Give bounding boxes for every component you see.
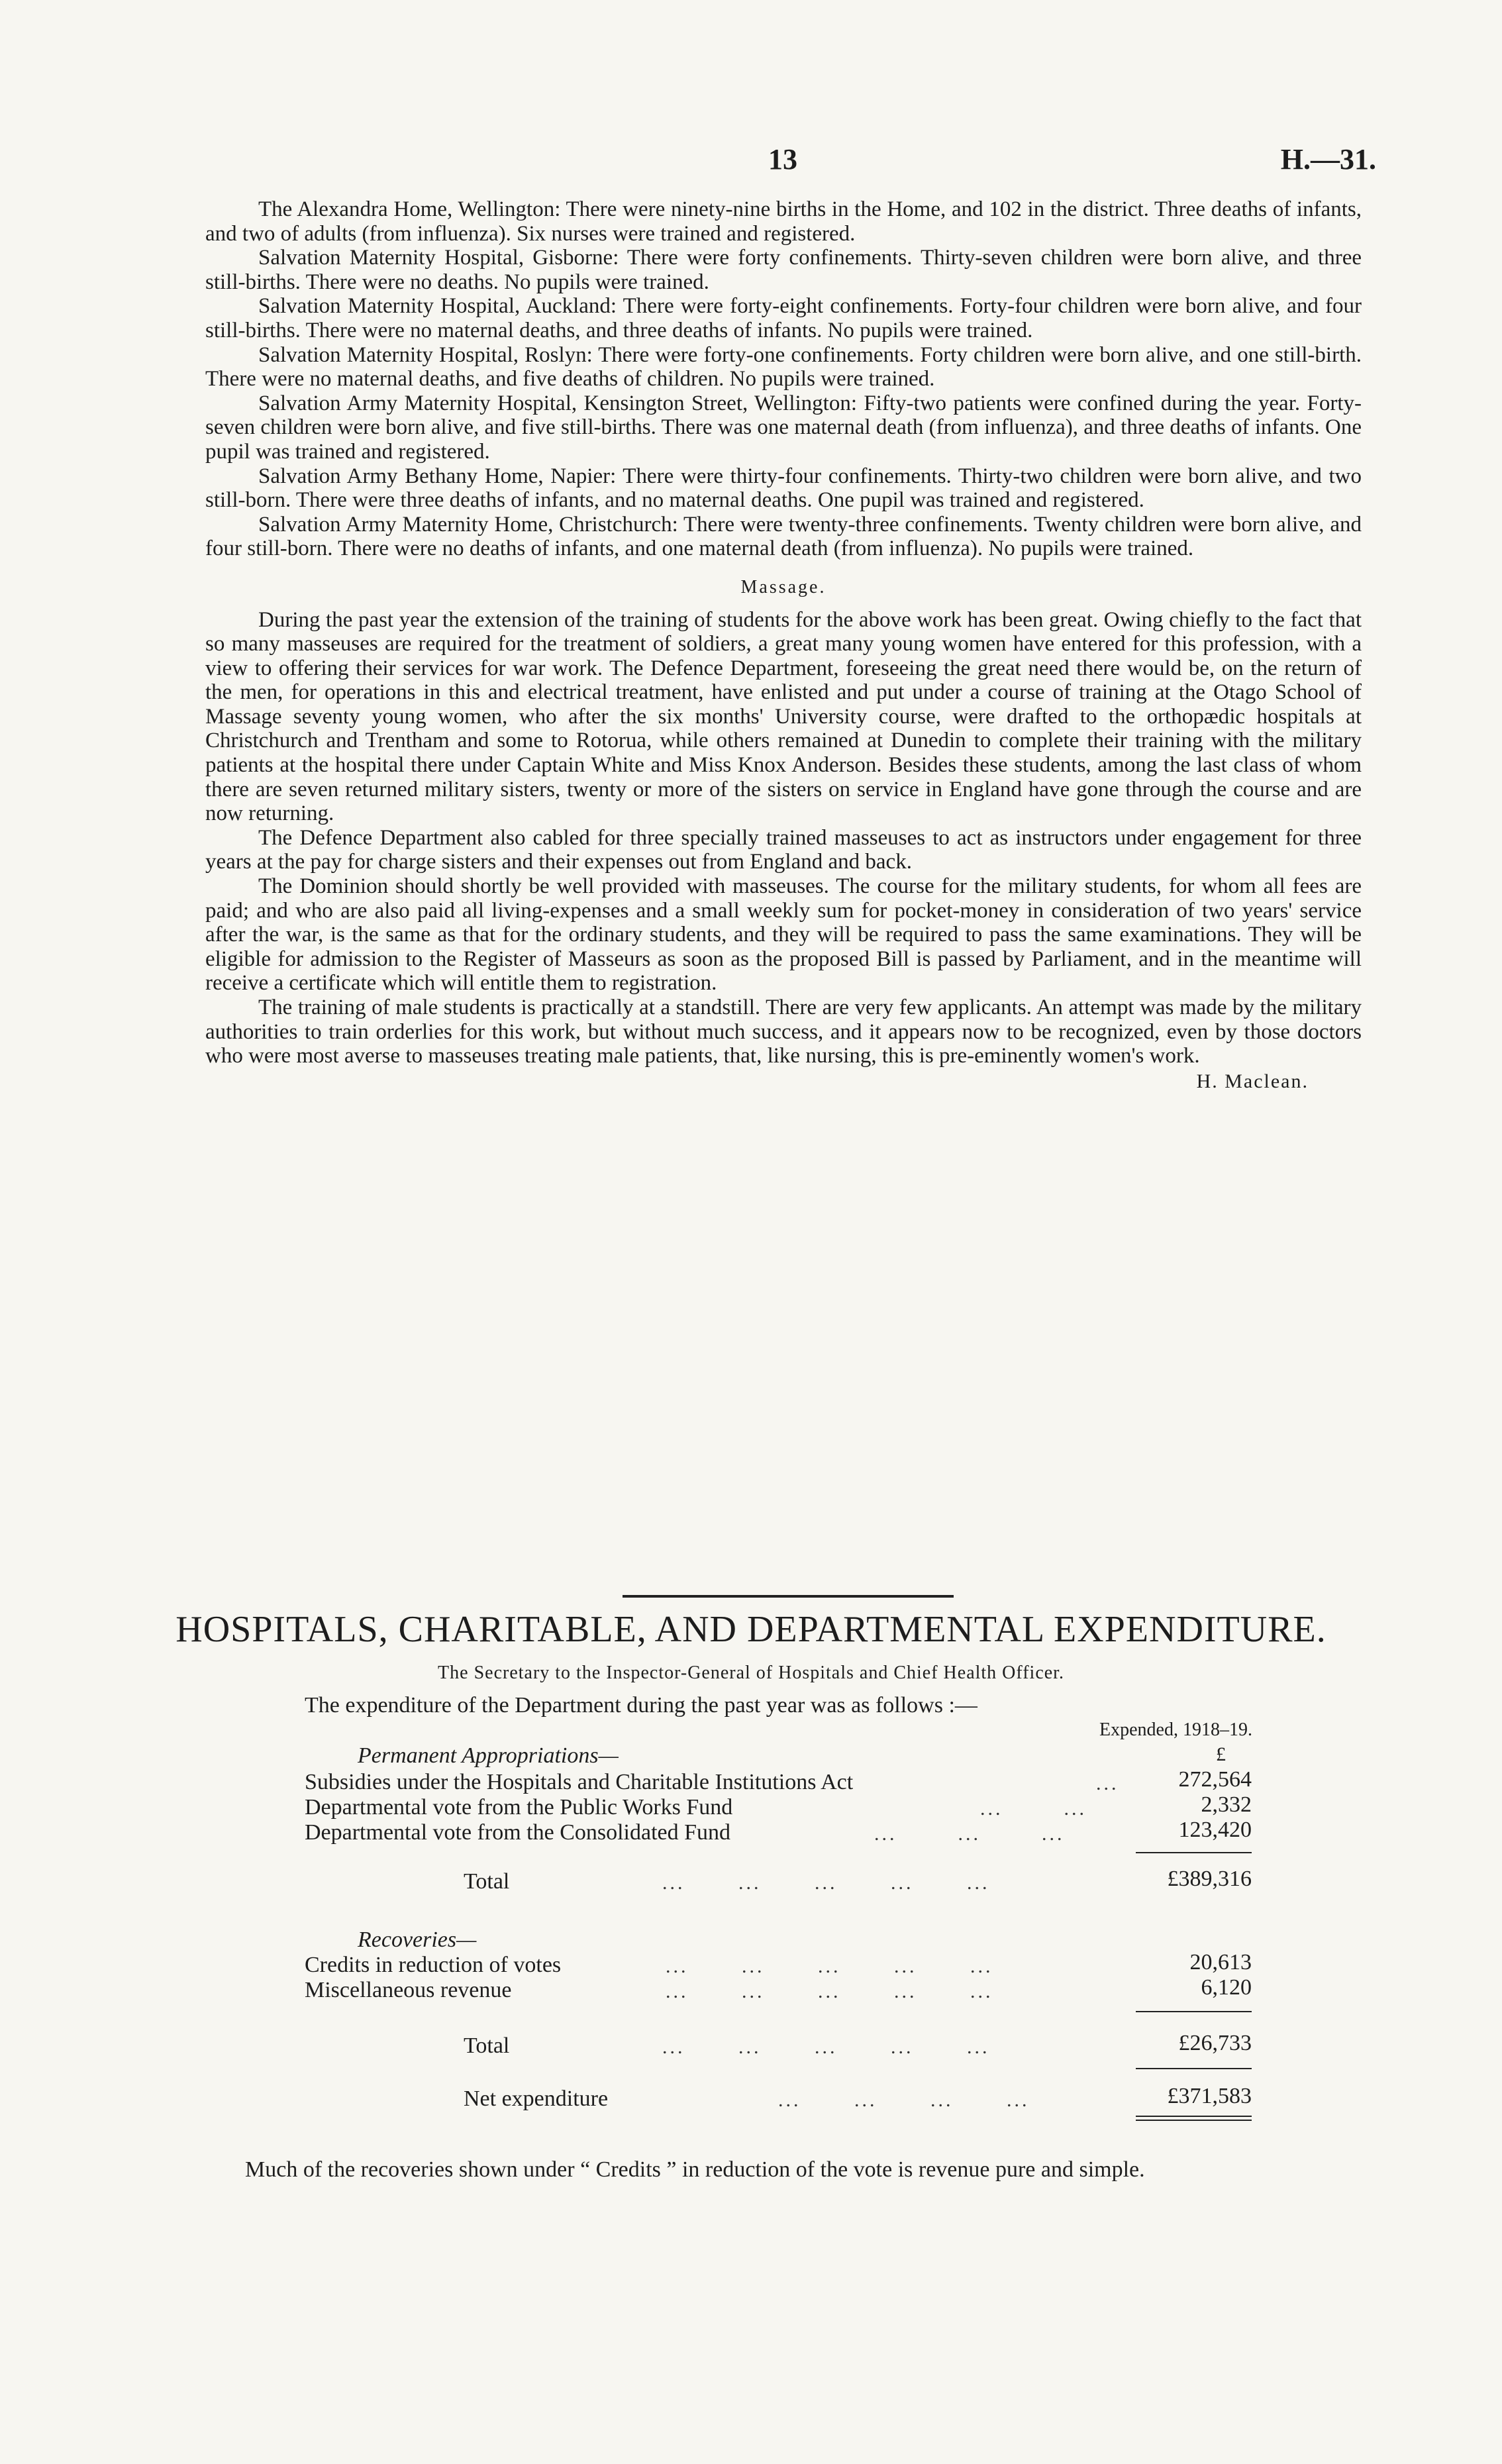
total-label: Total (464, 1869, 510, 1894)
column-heading: Expended, 1918–19. (1099, 1720, 1252, 1740)
expense-amount: 272,564 (1178, 1767, 1252, 1792)
expense-amount: 123,420 (1178, 1818, 1252, 1842)
expense-label: Subsidies under the Hospitals and Charitable Institutions Act (305, 1770, 854, 1794)
recovery-amount: 6,120 (1201, 1975, 1252, 2000)
signature: H. Maclean. (1196, 1070, 1309, 1092)
expense-label: Departmental vote from the Consolidated Fund (305, 1820, 731, 1845)
net-amount: £371,583 (1167, 2084, 1252, 2108)
leader-dots: ... ... ... ... ... (662, 2036, 990, 2058)
leader-dots: ... (1096, 1772, 1119, 1794)
maternity-paragraph: Salvation Army Maternity Hospital, Kensington Street, Wellington: Fifty-two patients were confined during the year. Forty-seven children were born alive, and five still-births. There was one maternal death (from influenza), and three deaths of infants. One pupil was trained and registered. (205, 391, 1362, 464)
net-label: Net expenditure (464, 2086, 609, 2111)
massage-paragraph: The training of male students is practically at a standstill. There are very few applicants. An attempt was made by the military authorities to train orderlies for this work, but without much success, and it appears now to be recognized, even by those doctors who were most averse to masseuses treating male patients, that, like nursing, this is pre-eminently women's work. (205, 996, 1362, 1068)
report-reference: H.—31. (1280, 143, 1376, 176)
total-label: Total (464, 2033, 510, 2058)
body-text (205, 197, 1362, 1094)
recovery-label: Miscellaneous revenue (305, 1978, 512, 2002)
recovery-amount: 20,613 (1189, 1950, 1252, 1975)
total-amount: £389,316 (1167, 1867, 1252, 1891)
expenditure-title: HOSPITALS, CHARITABLE, AND DEPARTMENTAL EXPENDITURE. (175, 1609, 1327, 1650)
page-number: 13 (768, 143, 797, 176)
maternity-paragraph: Salvation Maternity Hospital, Roslyn: There were forty-one confinements. Forty children were born alive, and one still-birth. There were no maternal deaths, and five deaths of children. No pupils were trained. (205, 342, 1362, 391)
expenditure-intro: The expenditure of the Department during the past year was as follows :— (305, 1693, 977, 1718)
massage-paragraph: The Defence Department also cabled for three specially trained masseuses to act as instructors under engagement for three years at the pay for charge sisters and their expenses out from England and back. (205, 825, 1362, 874)
recoveries-heading: Recoveries— (358, 1927, 477, 1952)
leader-dots: ... ... ... ... ... (666, 1980, 993, 2002)
expense-label: Departmental vote from the Public Works Fund (305, 1795, 733, 1820)
leader-dots: ... ... (980, 1798, 1087, 1820)
maternity-paragraph: Salvation Maternity Hospital, Auckland: There were forty-eight confinements. Forty-four children were born alive, and four still-births. There were no maternal deaths, and three deaths of infants. No pupils were trained. (205, 294, 1362, 342)
maternity-paragraph: Salvation Army Maternity Home, Christchurch: There were twenty-three confinements. Twenty children were born alive, and four still-born. There were no deaths of infants, and one maternal death (from influenza). No pupils were trained. (205, 512, 1362, 561)
subtotal-rule (1136, 1852, 1252, 1853)
leader-dots: ... ... ... ... ... (666, 1955, 993, 1977)
massage-paragraph: During the past year the extension of the training of students for the above work has been great. Owing chiefly to the fact that so many masseuses are required for the treatment of soldiers, a great many young women have entered for this profession, with a view to offering their services for war work. The Defence Department, foreseeing the great need there would be, on the return of the men, for operations in this and electrical treatment, have enlisted and put under a course of training at the Otago School of Massage seventy young women, who after the six months' University course, were drafted to the orthopædic hospitals at Christchurch and Trentham and some to Rotorua, while others remained at Dunedin to complete their training with the military patients at the hospital there under Captain White and Miss Knox Anderson. Besides these students, among the last class of whom there are seven returned military sisters, twenty or more of the sisters on service in England have gone through the course and are now returning. (205, 607, 1362, 826)
currency-symbol: £ (1216, 1743, 1226, 1765)
subtotal-rule (1136, 2011, 1252, 2012)
page-header (0, 142, 1502, 182)
maternity-paragraph: Salvation Maternity Hospital, Gisborne: There were forty confinements. Thirty-seven children were born alive, and three still-births. There were no deaths. No pupils were trained. (205, 246, 1362, 294)
recovery-label: Credits in reduction of votes (305, 1953, 562, 1977)
maternity-paragraph: The Alexandra Home, Wellington: There were ninety-nine births in the Home, and 102 in the district. Three deaths of infants, and two of adults (from influenza). Six nurses were trained and registered. (205, 197, 1362, 246)
double-rule (1136, 2116, 1252, 2117)
closing-paragraph: Much of the recoveries shown under “ Credits ” in reduction of the vote is revenue pure and simple. (245, 2157, 1145, 2182)
double-rule (1136, 2120, 1252, 2121)
leader-dots: ... ... ... ... (778, 2089, 1030, 2111)
massage-heading: Massage. (740, 576, 826, 597)
total-amount: £26,733 (1178, 2031, 1252, 2055)
subtotal-rule (1136, 2068, 1252, 2069)
leader-dots: ... ... ... (874, 1823, 1065, 1845)
section-divider (623, 1595, 954, 1598)
massage-paragraph: The Dominion should shortly be well provided with masseuses. The course for the military students, for whom all fees are paid; and who are also paid all living-expenses and a small weekly sum for pocket-money in consideration of two years' service after the war, is the same as that for the ordinary students, and they will be required to pass the same examinations. They will be eligible for admission to the Register of Masseurs as soon as the proposed Bill is passed by Parliament, and in the meantime will receive a certificate which will entitle them to registration. (205, 874, 1362, 996)
maternity-paragraph: Salvation Army Bethany Home, Napier: There were thirty-four confinements. Thirty-two children were born alive, and two still-born. There were three deaths of infants, and no maternal deaths. One pupil was trained and registered. (205, 464, 1362, 513)
leader-dots: ... ... ... ... ... (662, 1872, 990, 1894)
permanent-heading: Permanent Appropriations— (358, 1743, 619, 1768)
expense-amount: 2,332 (1201, 1792, 1252, 1817)
secretary-line: The Secretary to the Inspector-General of Hospitals and Chief Health Officer. (438, 1663, 1064, 1683)
